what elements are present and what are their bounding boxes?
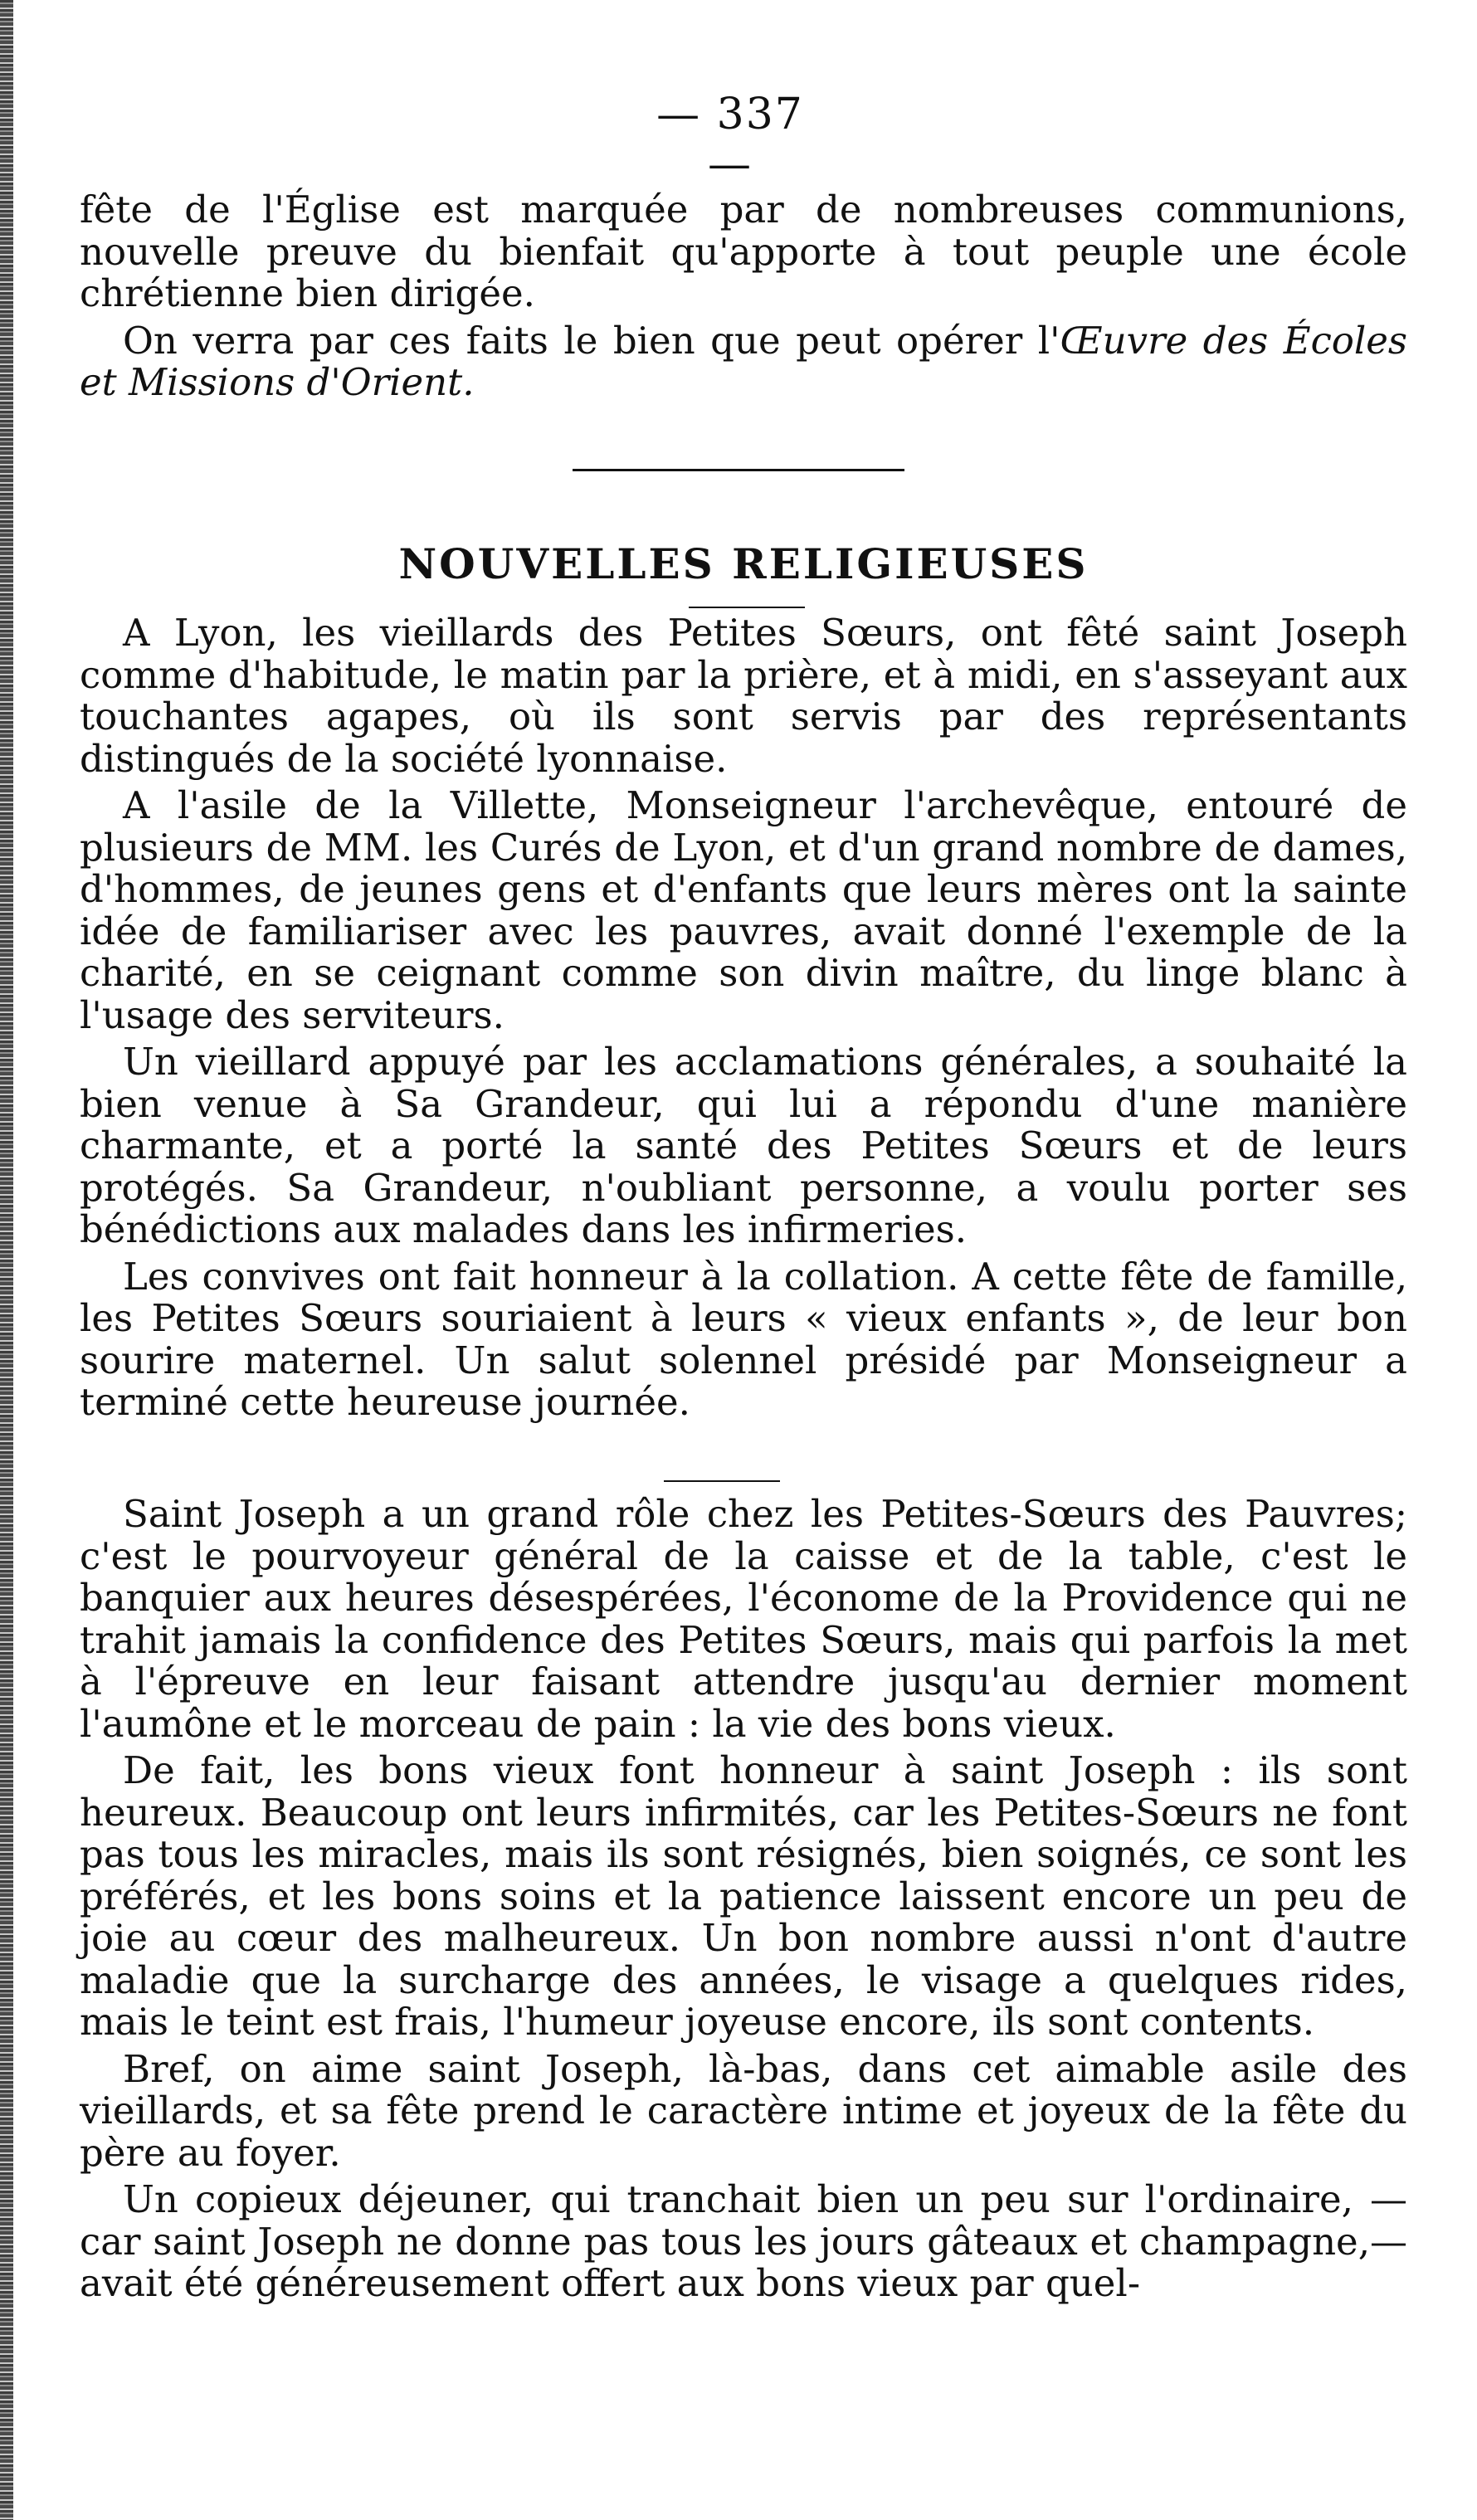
intro-block	[80, 189, 1407, 409]
paragraph-separator	[664, 1480, 780, 1482]
intro-paragraph-2	[80, 320, 1407, 404]
intro-paragraph-1: fête de l'Église est marquée par de nombreuses communions, nouvelle preuve du bienfait qu'apporte à tout peuple une école chrétienne bien dirigée.	[80, 188, 1407, 315]
page-number: — 337 —	[656, 90, 804, 189]
section-heading: NOUVELLES RELIGIEUSES	[398, 539, 1089, 588]
news-group-2	[80, 1494, 1407, 2310]
binding-edge	[0, 0, 13, 2520]
intro-work-title: Œuvre des Écoles et Missions d'Orient.	[80, 318, 1407, 404]
news-paragraph-5: Saint Joseph a un grand rôle chez les Petites-Sœurs des Pauvres; c'est le pourvoyeur général de la caisse et de la table, c'est le banquier aux heures désespérées, l'économe de la Providence qui ne trahit jamais la confidence des Petites Sœurs, mais qui parfois la met à l'épreuve en leur faisant attendre jusqu'au dernier moment l'aumône et le morceau de pain : la vie des bons vieux.	[80, 1492, 1407, 1746]
news-paragraph-8: Un copieux déjeuner, qui tranchait bien un peu sur l'ordinaire, —car saint Joseph ne donne pas tous les jours gâteaux et champagne,—avait été généreusement offert aux bons vieux par quel-	[80, 2177, 1407, 2305]
news-paragraph-6: De fait, les bons vieux font honneur à saint Joseph : ils sont heureux. Beaucoup ont leurs infirmités, car les Petites-Sœurs ne font pas tous les miracles, mais ils sont résignés, bien soignés, ce sont les préférés, et les bons soins et la patience laissent encore un peu de joie au cœur des malheureux. Un bon nombre aussi n'ont d'autre maladie que la surcharge des années, le visage a quelques rides, mais le teint est frais, l'humeur joyeuse encore, ils sont contents.	[80, 1748, 1407, 2044]
heading-underline	[689, 607, 805, 608]
news-paragraph-1: A Lyon, les vieillards des Petites Sœurs, ont fêté saint Joseph comme d'habitude, le matin par la prière, et à midi, en s'asseyant aux touchantes agapes, où ils sont servis par des représentants distingués de la société lyonnaise.	[80, 611, 1407, 781]
section-divider	[573, 469, 904, 471]
news-paragraph-4: Les convives ont fait honneur à la collation. A cette fête de famille, les Petites Sœurs souriaient à leurs « vieux enfants », de leur bon sourire maternel. Un salut solennel présidé par Monseigneur a terminé cette heureuse journée.	[80, 1254, 1407, 1424]
news-paragraph-2: A l'asile de la Villette, Monseigneur l'archevêque, entouré de plusieurs de MM. les Curés de Lyon, et d'un grand nombre de dames, d'hommes, de jeunes gens et d'enfants que leurs mères ont la sainte idée de familiariser avec les pauvres, avait donné l'exemple de la charité, en se ceignant comme son divin maître, du linge blanc à l'usage des serviteurs.	[80, 783, 1407, 1037]
news-paragraph-7: Bref, on aime saint Joseph, là-bas, dans cet aimable asile des vieillards, et sa fête prend le caractère intime et joyeux de la fête du père au foyer.	[80, 2046, 1407, 2175]
news-paragraph-3: Un vieillard appuyé par les acclamations générales, a souhaité la bien venue à Sa Grandeur, qui lui a répondu d'une manière charmante, et a porté la santé des Petites Sœurs et de leurs protégés. Sa Grandeur, n'oubliant personne, a voulu porter ses bénédictions aux malades dans les infirmeries.	[80, 1040, 1407, 1251]
news-group-1	[80, 612, 1407, 1429]
intro-paragraph-2-lead: On verra par ces faits le bien que peut opérer l'	[123, 318, 1060, 363]
